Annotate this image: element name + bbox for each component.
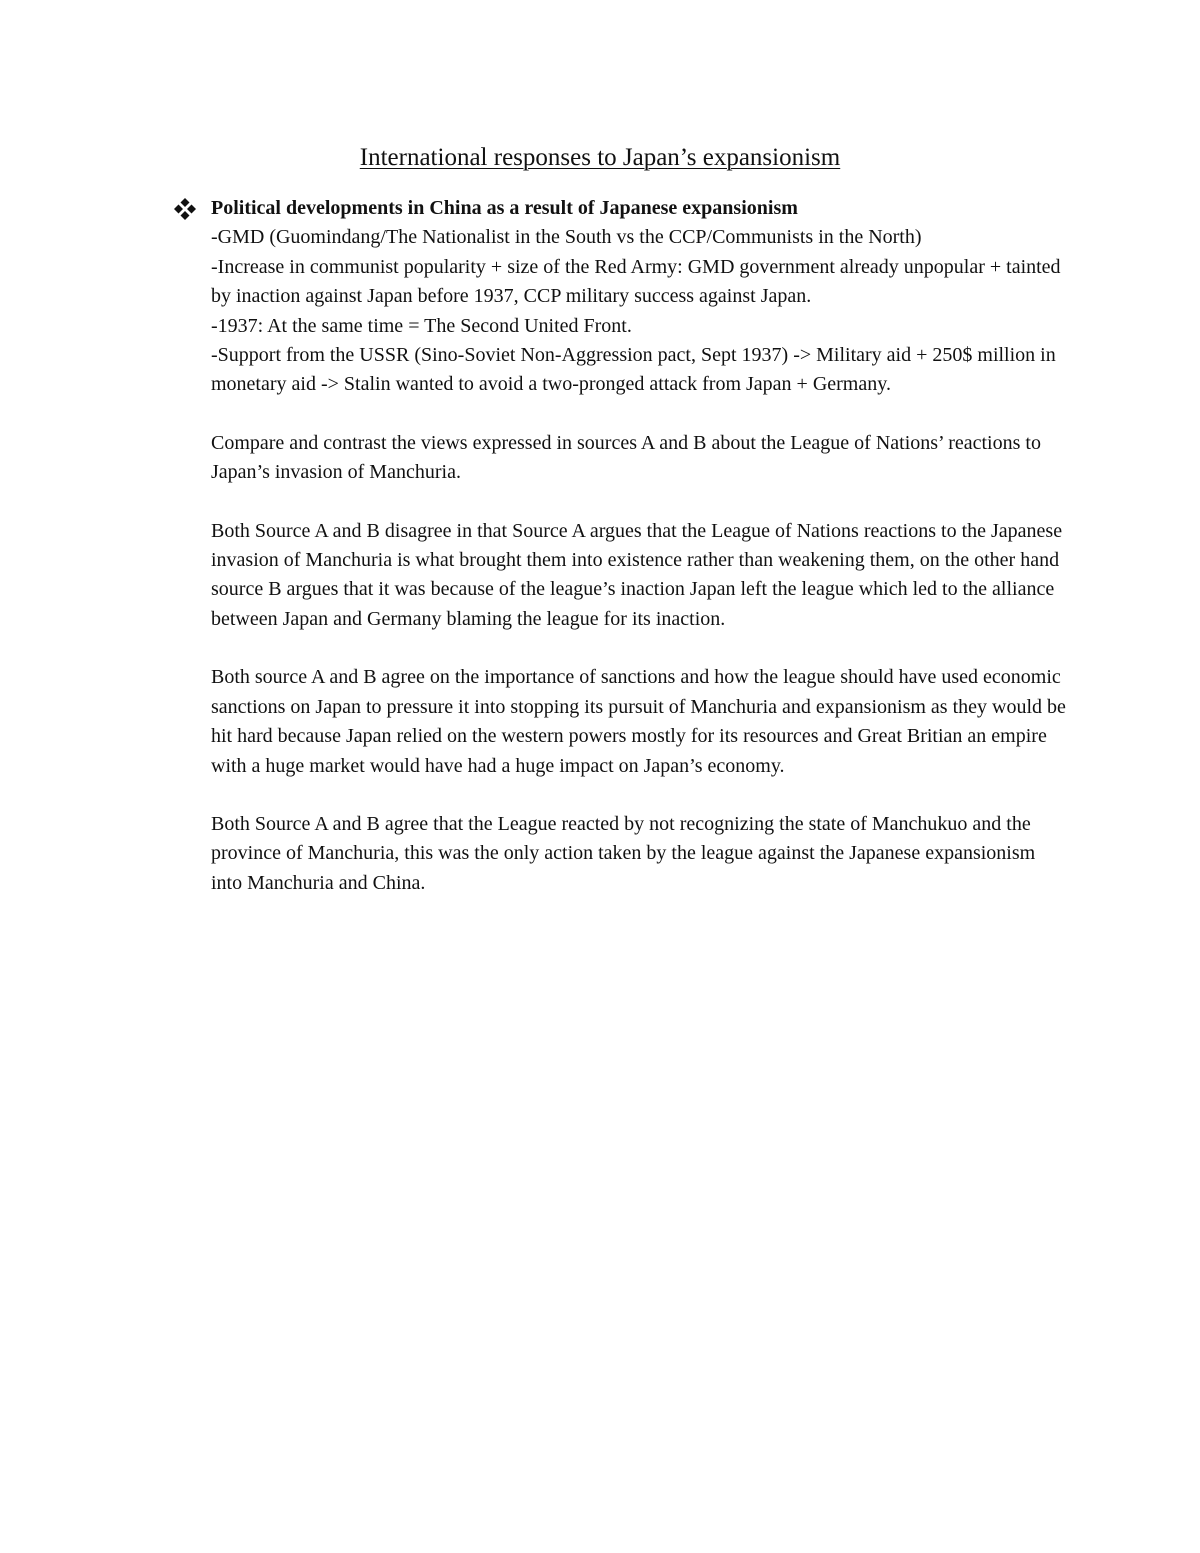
- point-item: -GMD (Guomindang/The Nationalist in the South vs the CCP/Communists in the North): [211, 226, 922, 249]
- paragraph-spacer: [211, 634, 1071, 663]
- answer-paragraph: Both source A and B agree on the importance of sanctions and how the league should have used economic sanctions on Japan to pressure it into stopping its pursuit of Manchuria and expansionism as they would be hit hard because Japan relied on the western powers mostly for its resources and Great Britian an empire with a huge market would have had a huge impact on Japan’s economy.: [211, 666, 1066, 777]
- answer-paragraph: Both Source A and B disagree in that Source A argues that the League of Nations reactions to the Japanese invasion of Manchuria is what brought them into existence rather than weakening them, on the other hand source B argues that it was because of the league’s inaction Japan left the league which led to the alliance between Japan and Germany blaming the league for its inaction.: [211, 519, 1063, 630]
- document-body: [211, 194, 1071, 898]
- point-item: -Increase in communist popularity + size of the Red Army: GMD government already unpopular + tainted by inaction against Japan before 1937, CCP military success against Japan.: [211, 255, 1061, 308]
- question-paragraph: Compare and contrast the views expressed in sources A and B about the League of Nations’ reactions to Japan’s invasion of Manchuria.: [211, 431, 1041, 484]
- diamond-bullet-icon: [172, 196, 198, 222]
- point-item: -1937: At the same time = The Second United Front.: [211, 314, 632, 337]
- answer-paragraph: Both Source A and B agree that the League reacted by not recognizing the state of Manchukuo and the province of Manchuria, this was the only action taken by the league against the Japanese expansionism into Manchuria and China.: [211, 812, 1036, 894]
- point-item: -Support from the USSR (Sino-Soviet Non-Aggression pact, Sept 1937) -> Military aid + 250$ million in monetary aid -> Stalin wanted to avoid a two-pronged attack from Japan + Germany.: [211, 344, 1056, 396]
- paragraph-spacer: [211, 781, 1071, 810]
- document-title: International responses to Japan’s expansionism: [359, 144, 841, 171]
- paragraph-spacer: [211, 488, 1071, 517]
- paragraph-spacer: [211, 400, 1071, 429]
- section-heading: Political developments in China as a result of Japanese expansionism: [211, 197, 798, 219]
